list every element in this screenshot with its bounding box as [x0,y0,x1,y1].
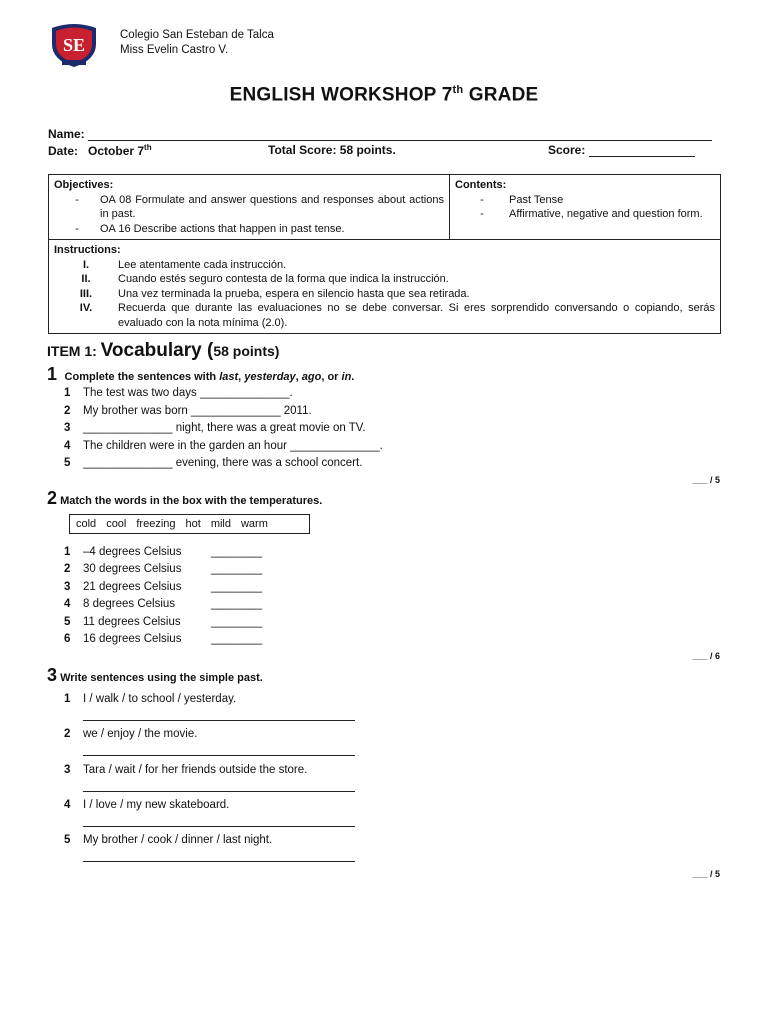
section-score: ___ / 5 [692,475,720,485]
word: mild [210,518,231,530]
question-row: 2 My brother was born ______________ 2011. [64,405,312,417]
word: warm [240,518,268,530]
question-row: 3 Tara / wait / for her friends outside the store. [64,764,308,776]
word: cool [106,518,127,530]
total-score: Total Score: 58 points. [268,143,396,157]
school-name: Colegio San Esteban de Talca [120,29,274,41]
word: hot [185,518,201,530]
question-row: 5 My brother / cook / dinner / last night. [64,834,273,846]
section-score: ___ / 6 [692,651,720,661]
answer-blank[interactable]: ________ [211,563,263,575]
date-value: October 7 [88,144,145,158]
word: cold [76,518,97,530]
answer-line[interactable] [83,743,355,756]
logo-text: SE [62,35,86,55]
question-row: 5 ______________ evening, there was a school concert. [64,457,363,469]
name-row [48,127,712,141]
objectives-label: Objectives: [54,179,114,191]
score-field[interactable] [589,144,695,157]
content-item: - Past Tense [480,193,564,206]
instructions-label: Instructions: [54,244,121,256]
instruction-item: III. Una vez terminada la prueba, espera en silencio hasta que sea retirada. [79,287,470,300]
objectives-table [48,174,721,334]
objective-item: - OA 08 Formulate and answer questions and responses about actions in past. [75,193,444,220]
answer-blank[interactable]: ________ [211,616,263,628]
answer-blank[interactable]: ________ [211,598,263,610]
name-field[interactable] [88,128,712,141]
contents-cell [450,175,721,240]
answer-line[interactable] [83,779,355,792]
content-item: - Affirmative, negative and question form. [480,208,703,220]
objectives-cell [49,175,450,240]
word: freezing [136,518,176,530]
section-1-heading: 1 Complete the sentences with last, yesterday, ago, or in. [47,364,355,384]
score-row [548,143,695,157]
section-2-heading: 2 Match the words in the box with the temperatures. [47,488,323,508]
answer-blank[interactable]: ________ [211,581,263,593]
question-row: 3 21 degrees Celsius ________ [64,581,263,593]
date-row: Date: October 7th [48,143,152,158]
question-row: 1 –4 degrees Celsius ________ [64,546,263,558]
objective-item: - OA 16 Describe actions that happen in past tense. [75,222,345,235]
answer-line[interactable] [83,708,355,721]
page-title: ENGLISH WORKSHOP 7th GRADE [229,84,539,106]
answer-blank[interactable]: ________ [211,546,263,558]
instructions-cell [49,240,721,334]
question-row: 3 ______________ night, there was a great movie on TV. [64,422,366,434]
teacher-name: Miss Evelin Castro V. [120,44,229,56]
question-row: 2 we / enjoy / the movie. [64,728,198,740]
contents-label: Contents: [455,179,507,191]
question-row: 4 The children were in the garden an hour ______________. [64,440,383,452]
word-box [69,514,310,534]
answer-blank[interactable]: ________ [211,633,263,645]
question-row: 1 The test was two days ______________. [64,387,293,399]
instruction-item: II. Cuando estés seguro contesta de la forma que indica la instrucción. [81,273,449,285]
name-label: Name: [48,127,85,141]
item-heading: ITEM 1: Vocabulary (58 points) [47,340,280,361]
question-row: 2 30 degrees Celsius ________ [64,563,263,575]
section-3-heading: 3 Write sentences using the simple past. [47,665,263,685]
answer-line[interactable] [83,814,355,827]
school-header [120,28,274,58]
answer-line[interactable] [83,849,355,862]
question-row: 1 I / walk / to school / yesterday. [64,693,237,705]
question-row: 5 11 degrees Celsius ________ [64,616,263,628]
question-row: 4 I / love / my new skateboard. [64,799,230,811]
instruction-item: IV. Recuerda que durante las evaluaciones no se debe conversar. Si eres sorprendido conversando o copiando, serás evaluado con la nota mínima (2.0). [79,302,715,329]
school-logo [48,22,100,68]
question-row: 6 16 degrees Celsius ________ [64,633,263,645]
date-label: Date: [48,144,79,158]
score-label: Score: [548,143,586,157]
instruction-item: I. Lee atentamente cada instrucción. [82,258,287,271]
section-score: ___ / 5 [692,869,720,879]
question-row: 4 8 degrees Celsius ________ [64,598,263,610]
